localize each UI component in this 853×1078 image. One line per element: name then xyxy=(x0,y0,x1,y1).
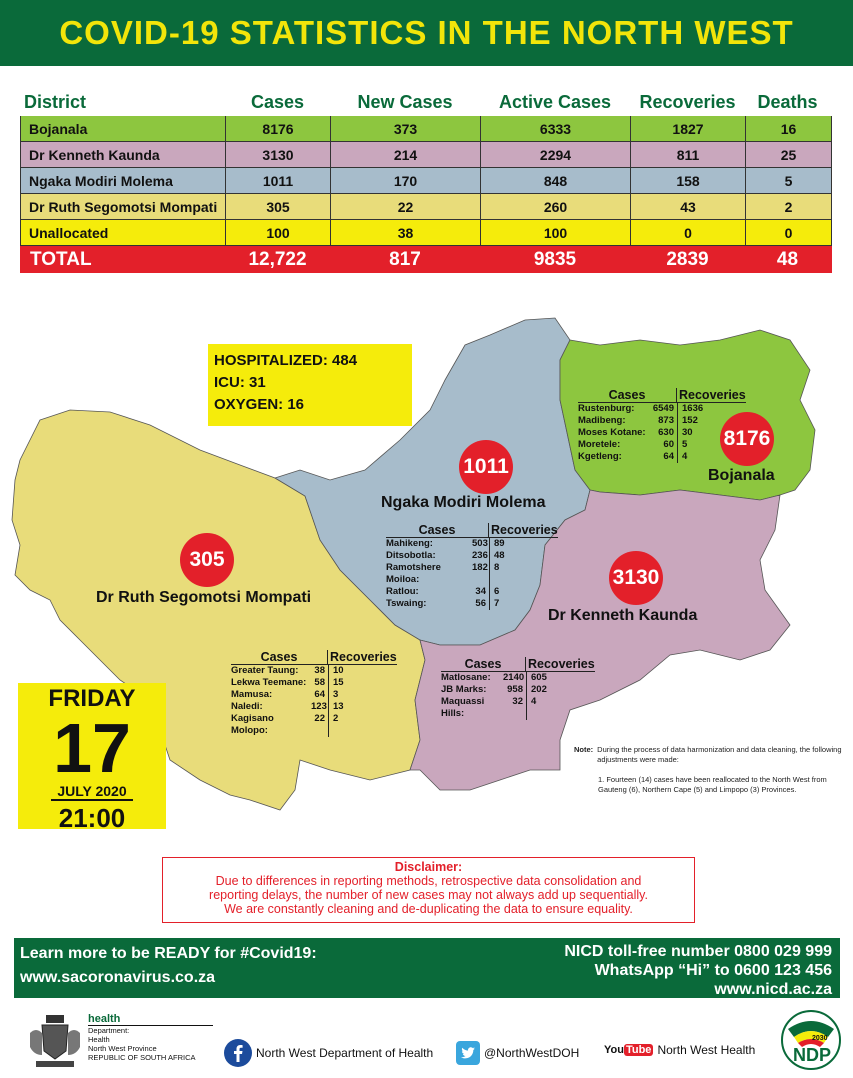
bojanala-head-cases: Cases xyxy=(608,388,646,402)
col-district: District xyxy=(24,91,87,112)
col-new-cases: New Cases xyxy=(357,91,453,112)
twitter-label: @NorthWestDOH xyxy=(484,1046,580,1060)
recoveries-value: 158 xyxy=(631,168,746,193)
list-item: Greater Taung: 38 10 xyxy=(231,665,344,676)
list-item: Ramotshere Moiloa: 182 8 xyxy=(386,562,500,585)
col-recoveries: Recoveries xyxy=(639,91,736,112)
note-text: During the process of data harmonization and data cleaning, the following adjustments were made: xyxy=(597,745,842,764)
health-department-logo: health Department: Health North West Province REPUBLIC OF SOUTH AFRICA xyxy=(88,1013,213,1062)
hospital-stats-box xyxy=(208,344,412,426)
recoveries-value: 0 xyxy=(631,220,746,245)
list-item: Matlosane: 2140 605 xyxy=(441,672,547,683)
bottom-logo-bar xyxy=(0,1005,853,1078)
disclaimer-line-1: Due to differences in reporting methods, retrospective data consolidation and xyxy=(215,874,642,888)
kenneth-sub-table xyxy=(441,657,595,720)
district-name: Dr Kenneth Kaunda xyxy=(21,142,226,167)
date-time: 21:00 xyxy=(58,803,126,833)
bojanala-label: Bojanala xyxy=(708,467,775,484)
district-name: Unallocated xyxy=(21,220,226,245)
cases-value: 1011 xyxy=(226,168,331,193)
list-item: Moses Kotane: 630 30 xyxy=(578,427,693,438)
twitter-link[interactable] xyxy=(456,1041,579,1065)
cases-value: 8176 xyxy=(226,116,331,141)
recoveries-value: 43 xyxy=(631,194,746,219)
disclaimer-line-2: reporting delays, the number of new cases may not always add up sequentially. xyxy=(209,888,648,902)
ruth-label: Dr Ruth Segomotsi Mompati xyxy=(96,589,312,606)
bojanala-sub-table xyxy=(578,388,746,463)
list-item: Maquassi Hills: 32 4 xyxy=(441,696,537,719)
col-deaths: Deaths xyxy=(757,91,818,112)
cases-value: 100 xyxy=(226,220,331,245)
whatsapp-number: WhatsApp “Hi” to 0600 123 456 xyxy=(594,962,832,979)
hospitalized-stat: HOSPITALIZED: 484 xyxy=(214,352,358,369)
list-item: Lekwa Teemane: 58 15 xyxy=(231,677,344,688)
col-cases: Cases xyxy=(250,91,305,112)
new-cases-value: 214 xyxy=(331,142,481,167)
date-number: 17 xyxy=(53,709,131,787)
youtube-icon: Tube xyxy=(625,1044,652,1056)
cases-value: 305 xyxy=(226,194,331,219)
bojanala-head-recoveries: Recoveries xyxy=(676,388,746,402)
date-day: FRIDAY xyxy=(48,685,136,712)
oxygen-stat: OXYGEN: 16 xyxy=(214,396,305,413)
ruth-sub-table xyxy=(231,650,397,737)
new-cases-value: 170 xyxy=(331,168,481,193)
facebook-icon xyxy=(224,1039,252,1067)
health-word: health xyxy=(88,1013,213,1026)
district-name: Bojanala xyxy=(21,116,226,141)
kenneth-label: Dr Kenneth Kaunda xyxy=(548,607,698,624)
new-cases-value: 22 xyxy=(331,194,481,219)
page-title: COVID-19 STATISTICS IN THE NORTH WEST xyxy=(59,14,794,51)
nicd-hotline: NICD toll-free number 0800 029 999 xyxy=(564,943,832,960)
note-label: Note: xyxy=(574,745,594,754)
date-month: JULY 2020 xyxy=(51,783,132,801)
note-block xyxy=(574,745,846,795)
note-item: 1. Fourteen (14) cases have been reallocated to the North West from Gauteng (6), Northern Cape (5) and Limpopo (3) Provinces. xyxy=(598,775,827,794)
active-value: 6333 xyxy=(481,116,631,141)
ngaka-total-badge: 1011 xyxy=(459,440,513,494)
deaths-value: 5 xyxy=(784,172,793,189)
bojanala-total-badge: 8176 xyxy=(720,412,774,466)
total-deaths: 48 xyxy=(776,248,799,270)
col-active-cases: Active Cases xyxy=(498,91,612,112)
youtube-you: You xyxy=(604,1044,624,1056)
total-label: TOTAL xyxy=(30,248,92,270)
total-new-cases: 817 xyxy=(389,248,421,270)
kenneth-head-recoveries: Recoveries xyxy=(525,657,595,671)
list-item: Mamusa: 64 3 xyxy=(231,689,339,700)
list-item: Ditsobotla: 236 48 xyxy=(386,550,505,561)
icu-stat: ICU: 31 xyxy=(214,374,266,391)
active-value: 2294 xyxy=(481,142,631,167)
learn-more-text: Learn more to be READY for #Covid19: xyxy=(20,945,317,962)
youtube-label: North West Health xyxy=(657,1043,756,1057)
ruth-head-recoveries: Recoveries xyxy=(327,650,397,664)
date-box xyxy=(18,683,166,833)
facebook-label: North West Department of Health xyxy=(256,1046,434,1060)
disclaimer-title: Disclaimer: xyxy=(394,860,463,874)
facebook-link[interactable] xyxy=(224,1039,433,1067)
list-item: Moretele: 60 5 xyxy=(578,439,688,450)
recoveries-value: 811 xyxy=(631,142,746,167)
disclaimer-box xyxy=(162,857,695,923)
active-value: 100 xyxy=(481,220,631,245)
youtube-link[interactable] xyxy=(604,1043,755,1057)
active-value: 848 xyxy=(481,168,631,193)
ngaka-label: Ngaka Modiri Molema xyxy=(381,494,546,511)
district-name: Dr Ruth Segomotsi Mompati xyxy=(21,194,226,219)
ngaka-sub-table xyxy=(386,523,558,610)
list-item: JB Marks: 958 202 xyxy=(441,684,547,695)
kenneth-head-cases: Cases xyxy=(464,657,502,671)
list-item: Kgetleng: 64 4 xyxy=(578,451,688,462)
new-cases-value: 38 xyxy=(331,220,481,245)
twitter-icon xyxy=(456,1041,480,1065)
ruth-head-cases: Cases xyxy=(260,650,298,664)
deaths-value: 16 xyxy=(780,120,797,137)
total-active: 9835 xyxy=(533,248,577,270)
ngaka-head-cases: Cases xyxy=(418,523,456,537)
total-cases: 12,722 xyxy=(248,248,307,270)
sacoronavirus-link[interactable]: www.sacoronavirus.co.za xyxy=(20,969,216,986)
nicd-link[interactable]: www.nicd.ac.za xyxy=(714,981,832,998)
active-value: 260 xyxy=(481,194,631,219)
coat-of-arms-icon xyxy=(24,1011,86,1073)
district-name: Ngaka Modiri Molema xyxy=(21,168,226,193)
list-item: Kagisano Molopo: 22 2 xyxy=(231,713,339,736)
list-item: Naledi: 123 13 xyxy=(231,701,344,712)
list-item: Rustenburg: 6549 1636 xyxy=(578,403,704,414)
disclaimer-line-3: We are constantly cleaning and de-duplicating the data to ensure equality. xyxy=(224,902,633,916)
cases-value: 3130 xyxy=(226,142,331,167)
new-cases-value: 373 xyxy=(331,116,481,141)
deaths-value: 25 xyxy=(780,146,797,163)
list-item: Tswaing: 56 7 xyxy=(386,598,500,609)
ndp-year: 2030 xyxy=(812,1035,828,1042)
list-item: Ratlou: 34 6 xyxy=(386,586,500,597)
total-recoveries: 2839 xyxy=(666,248,709,270)
deaths-value: 0 xyxy=(784,224,793,241)
kenneth-total-badge: 3130 xyxy=(609,551,663,605)
ndp-text: NDP xyxy=(793,1045,832,1065)
list-item: Madibeng: 873 152 xyxy=(578,415,698,426)
ruth-total-badge: 305 xyxy=(180,533,234,587)
deaths-value: 2 xyxy=(784,198,793,215)
ngaka-head-recoveries: Recoveries xyxy=(488,523,558,537)
recoveries-value: 1827 xyxy=(631,116,746,141)
info-footer xyxy=(14,938,840,998)
list-item: Mahikeng: 503 89 xyxy=(386,538,505,549)
